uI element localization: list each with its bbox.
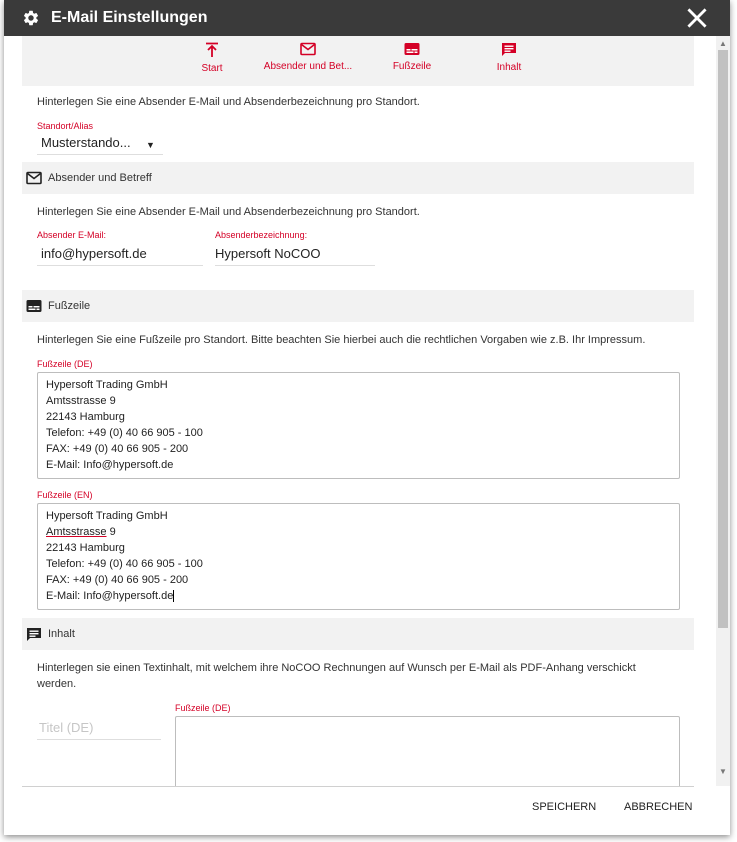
footer-de-label: Fußzeile (DE) [37, 359, 93, 369]
footer-de-line: Telefon: +49 (0) 40 66 905 - 100 [46, 427, 203, 439]
text-caret [173, 590, 174, 602]
scroll-up-icon[interactable]: ▲ [719, 39, 727, 48]
step-label: Start [201, 63, 223, 74]
message-icon [501, 42, 517, 57]
message-icon [26, 627, 42, 642]
close-icon[interactable] [684, 5, 710, 31]
step-navigation [22, 36, 694, 86]
footer-en-line [46, 526, 116, 538]
step-label: Absender und Bet... [263, 61, 353, 72]
footer-de-line: FAX: +49 (0) 40 66 905 - 200 [46, 443, 189, 455]
content-body-label: Fußzeile (DE) [175, 703, 231, 713]
footer-description: Hinterlegen Sie eine Fußzeile pro Standort. Bitte beachten Sie hierbei auch die rechtlichen Vorgaben wie z.B. Ihr Impressum. [37, 334, 646, 346]
footer-en-line [46, 590, 174, 602]
location-select[interactable] [37, 135, 163, 155]
step-content[interactable] [484, 42, 534, 73]
start-description: Hinterlegen Sie eine Absender E-Mail und Absenderbezeichnung pro Standort. [37, 96, 420, 108]
footer-en-line: 22143 Hamburg [46, 542, 125, 554]
spellcheck-word: Amtsstrasse [46, 526, 107, 538]
section-footer [22, 290, 694, 322]
dialog-titlebar [4, 0, 730, 36]
email-settings-dialog [4, 0, 730, 835]
sender-email-field[interactable] [37, 246, 203, 266]
footer-en-line: Telefon: +49 (0) 40 66 905 - 100 [46, 558, 203, 570]
sender-description: Hinterlegen Sie eine Absender E-Mail und Absenderbezeichnung pro Standort. [37, 206, 420, 218]
sender-name-field[interactable] [215, 246, 375, 266]
section-title: Inhalt [48, 628, 75, 640]
footer-de-line: 22143 Hamburg [46, 411, 125, 423]
sender-name-value: Hypersoft NoCOO [215, 246, 321, 261]
section-sender [22, 162, 694, 194]
scrollbar-thumb[interactable] [718, 50, 728, 628]
chevron-down-icon[interactable]: ▼ [146, 140, 155, 150]
content-description-line2: werden. [37, 678, 77, 690]
save-button[interactable]: SPEICHERN [532, 801, 597, 813]
location-label: Standort/Alias [37, 121, 94, 131]
dialog-title: E-Mail Einstellungen [51, 9, 208, 26]
mail-icon [26, 171, 42, 185]
location-value: Musterstando... [41, 135, 131, 150]
dialog-footer [22, 786, 694, 835]
content-title-input[interactable] [37, 720, 161, 740]
content-title-placeholder: Titel (DE) [39, 720, 94, 735]
footer-en-label: Fußzeile (EN) [37, 490, 93, 500]
gear-icon [22, 9, 40, 27]
footer-en-line: FAX: +49 (0) 40 66 905 - 200 [46, 574, 189, 586]
step-label: Inhalt [496, 62, 522, 73]
scroll-down-icon[interactable]: ▼ [719, 767, 727, 776]
section-content [22, 618, 694, 650]
sender-name-label: Absenderbezeichnung: [215, 230, 308, 240]
content-description-line1: Hinterlegen sie einen Textinhalt, mit welchem ihre NoCOO Rechnungen auf Wunsch per E-Mail als PDF-Anhang verschickt [37, 662, 636, 674]
step-sender[interactable] [258, 42, 358, 72]
sender-email-value: info@hypersoft.de [41, 246, 147, 261]
footer-en-textarea[interactable] [37, 503, 680, 610]
footer-de-textarea[interactable] [37, 372, 680, 479]
footer-en-line-rest: 9 [106, 526, 116, 538]
section-title: Absender und Betreff [48, 172, 152, 184]
footer-de-line: Amtsstrasse 9 [46, 395, 116, 407]
footer-de-line: E-Mail: Info@hypersoft.de [46, 459, 174, 471]
subtitles-icon [404, 42, 420, 56]
sender-email-label: Absender E-Mail: [37, 230, 107, 240]
footer-en-last-text: E-Mail: Info@hypersoft.de [46, 590, 174, 602]
vertical-scrollbar[interactable] [716, 36, 730, 786]
dialog-content[interactable] [4, 36, 716, 786]
step-label: Fußzeile [392, 61, 432, 72]
content-body-textarea[interactable] [175, 716, 680, 786]
cancel-button[interactable]: ABBRECHEN [624, 801, 693, 813]
footer-en-line: Hypersoft Trading GmbH [46, 510, 168, 522]
upload-arrow-icon [205, 42, 219, 58]
footer-de-line: Hypersoft Trading GmbH [46, 379, 168, 391]
step-footer[interactable] [382, 42, 442, 72]
mail-icon [300, 42, 316, 56]
subtitles-icon [26, 299, 42, 313]
step-start[interactable] [192, 42, 232, 74]
section-title: Fußzeile [48, 300, 91, 312]
